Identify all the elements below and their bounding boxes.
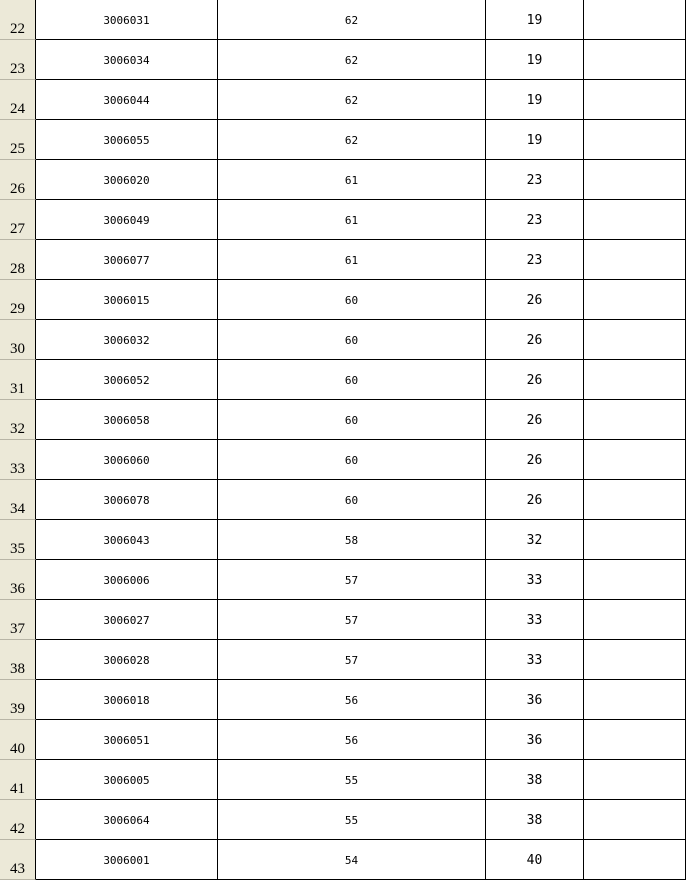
cell-student-id[interactable]: 3006060: [36, 440, 218, 480]
cell-student-id[interactable]: 3006052: [36, 360, 218, 400]
cell-rank[interactable]: 19: [486, 40, 584, 80]
cell-empty[interactable]: [584, 240, 686, 280]
cell-empty[interactable]: [584, 480, 686, 520]
cell-rank[interactable]: 38: [486, 760, 584, 800]
table-row: [0, 240, 686, 280]
cell-rank[interactable]: 36: [486, 680, 584, 720]
cell-rank[interactable]: 26: [486, 280, 584, 320]
cell-score[interactable]: 57: [218, 600, 486, 640]
cell-rank[interactable]: 40: [486, 840, 584, 880]
cell-empty[interactable]: [584, 560, 686, 600]
cell-student-id[interactable]: 3006020: [36, 160, 218, 200]
row-header[interactable]: 22: [0, 0, 36, 40]
cell-student-id[interactable]: 3006028: [36, 640, 218, 680]
cell-score[interactable]: 55: [218, 760, 486, 800]
cell-student-id[interactable]: 3006058: [36, 400, 218, 440]
table-row: [0, 640, 686, 680]
cell-student-id[interactable]: 3006005: [36, 760, 218, 800]
table-row: [0, 360, 686, 400]
cell-empty[interactable]: [584, 200, 686, 240]
cell-empty[interactable]: [584, 760, 686, 800]
cell-empty[interactable]: [584, 360, 686, 400]
cell-score[interactable]: 62: [218, 80, 486, 120]
cell-rank[interactable]: 33: [486, 640, 584, 680]
cell-score[interactable]: 60: [218, 280, 486, 320]
cell-student-id[interactable]: 3006006: [36, 560, 218, 600]
cell-student-id[interactable]: 3006044: [36, 80, 218, 120]
cell-score[interactable]: 58: [218, 520, 486, 560]
cell-rank[interactable]: 32: [486, 520, 584, 560]
table-row: [0, 440, 686, 480]
row-header[interactable]: 34: [0, 480, 36, 520]
cell-empty[interactable]: [584, 440, 686, 480]
cell-score[interactable]: 60: [218, 320, 486, 360]
cell-empty[interactable]: [584, 120, 686, 160]
cell-student-id[interactable]: 3006034: [36, 40, 218, 80]
cell-student-id[interactable]: 3006043: [36, 520, 218, 560]
cell-rank[interactable]: 23: [486, 160, 584, 200]
row-header[interactable]: 35: [0, 520, 36, 560]
row-header[interactable]: 28: [0, 240, 36, 280]
row-header[interactable]: 33: [0, 440, 36, 480]
cell-student-id[interactable]: 3006015: [36, 280, 218, 320]
cell-student-id[interactable]: 3006031: [36, 0, 218, 40]
table-row: [0, 600, 686, 640]
cell-score[interactable]: 57: [218, 560, 486, 600]
cell-empty[interactable]: [584, 680, 686, 720]
table-row: [0, 200, 686, 240]
row-header[interactable]: 42: [0, 800, 36, 840]
row-header[interactable]: 30: [0, 320, 36, 360]
table-row: [0, 40, 686, 80]
table-row: [0, 280, 686, 320]
table-row: [0, 160, 686, 200]
cell-rank[interactable]: 19: [486, 80, 584, 120]
cell-student-id[interactable]: 3006032: [36, 320, 218, 360]
table-row: [0, 680, 686, 720]
table-row: [0, 80, 686, 120]
cell-rank[interactable]: 19: [486, 0, 584, 40]
cell-student-id[interactable]: 3006049: [36, 200, 218, 240]
cell-score[interactable]: 60: [218, 480, 486, 520]
cell-score[interactable]: 62: [218, 0, 486, 40]
cell-rank[interactable]: 33: [486, 560, 584, 600]
cell-student-id[interactable]: 3006055: [36, 120, 218, 160]
table-row: [0, 480, 686, 520]
table-row: [0, 120, 686, 160]
cell-score[interactable]: 62: [218, 40, 486, 80]
cell-score[interactable]: 62: [218, 120, 486, 160]
cell-rank[interactable]: 26: [486, 400, 584, 440]
cell-rank[interactable]: 36: [486, 720, 584, 760]
table-row: [0, 800, 686, 840]
table-row: [0, 320, 686, 360]
row-header[interactable]: 26: [0, 160, 36, 200]
cell-rank[interactable]: 38: [486, 800, 584, 840]
cell-empty[interactable]: [584, 520, 686, 560]
cell-student-id[interactable]: 3006027: [36, 600, 218, 640]
cell-score[interactable]: 61: [218, 160, 486, 200]
cell-score[interactable]: 54: [218, 840, 486, 880]
row-header[interactable]: 37: [0, 600, 36, 640]
cell-rank[interactable]: 26: [486, 440, 584, 480]
cell-student-id[interactable]: 3006001: [36, 840, 218, 880]
cell-score[interactable]: 60: [218, 440, 486, 480]
row-header[interactable]: 32: [0, 400, 36, 440]
cell-rank[interactable]: 26: [486, 480, 584, 520]
row-header[interactable]: 39: [0, 680, 36, 720]
cell-rank[interactable]: 26: [486, 360, 584, 400]
row-header[interactable]: 38: [0, 640, 36, 680]
cell-score[interactable]: 61: [218, 200, 486, 240]
cell-student-id[interactable]: 3006077: [36, 240, 218, 280]
cell-empty[interactable]: [584, 160, 686, 200]
table-row: [0, 560, 686, 600]
cell-empty[interactable]: [584, 280, 686, 320]
table-row: [0, 760, 686, 800]
cell-empty[interactable]: [584, 720, 686, 760]
table-row: [0, 520, 686, 560]
cell-score[interactable]: 56: [218, 680, 486, 720]
cell-empty[interactable]: [584, 600, 686, 640]
cell-empty[interactable]: [584, 320, 686, 360]
table-row: [0, 720, 686, 760]
cell-student-id[interactable]: 3006064: [36, 800, 218, 840]
cell-score[interactable]: 57: [218, 640, 486, 680]
row-header[interactable]: 41: [0, 760, 36, 800]
cell-score[interactable]: 61: [218, 240, 486, 280]
cell-student-id[interactable]: 3006078: [36, 480, 218, 520]
table-row: [0, 400, 686, 440]
cell-empty[interactable]: [584, 640, 686, 680]
cell-student-id[interactable]: 3006051: [36, 720, 218, 760]
table-row: [0, 0, 686, 40]
table-row: [0, 840, 686, 880]
cell-rank[interactable]: 33: [486, 600, 584, 640]
cell-student-id[interactable]: 3006018: [36, 680, 218, 720]
row-header[interactable]: 24: [0, 80, 36, 120]
row-header[interactable]: 29: [0, 280, 36, 320]
row-header[interactable]: 23: [0, 40, 36, 80]
cell-empty[interactable]: [584, 400, 686, 440]
cell-rank[interactable]: 23: [486, 240, 584, 280]
cell-rank[interactable]: 23: [486, 200, 584, 240]
row-header[interactable]: 36: [0, 560, 36, 600]
cell-score[interactable]: 55: [218, 800, 486, 840]
cell-empty[interactable]: [584, 40, 686, 80]
cell-score[interactable]: 60: [218, 360, 486, 400]
row-header[interactable]: 31: [0, 360, 36, 400]
cell-empty[interactable]: [584, 840, 686, 880]
row-header[interactable]: 27: [0, 200, 36, 240]
cell-empty[interactable]: [584, 0, 686, 40]
row-header[interactable]: 40: [0, 720, 36, 760]
cell-score[interactable]: 56: [218, 720, 486, 760]
cell-empty[interactable]: [584, 80, 686, 120]
row-header[interactable]: 25: [0, 120, 36, 160]
cell-rank[interactable]: 19: [486, 120, 584, 160]
row-header[interactable]: 43: [0, 840, 36, 880]
cell-empty[interactable]: [584, 800, 686, 840]
cell-rank[interactable]: 26: [486, 320, 584, 360]
cell-score[interactable]: 60: [218, 400, 486, 440]
